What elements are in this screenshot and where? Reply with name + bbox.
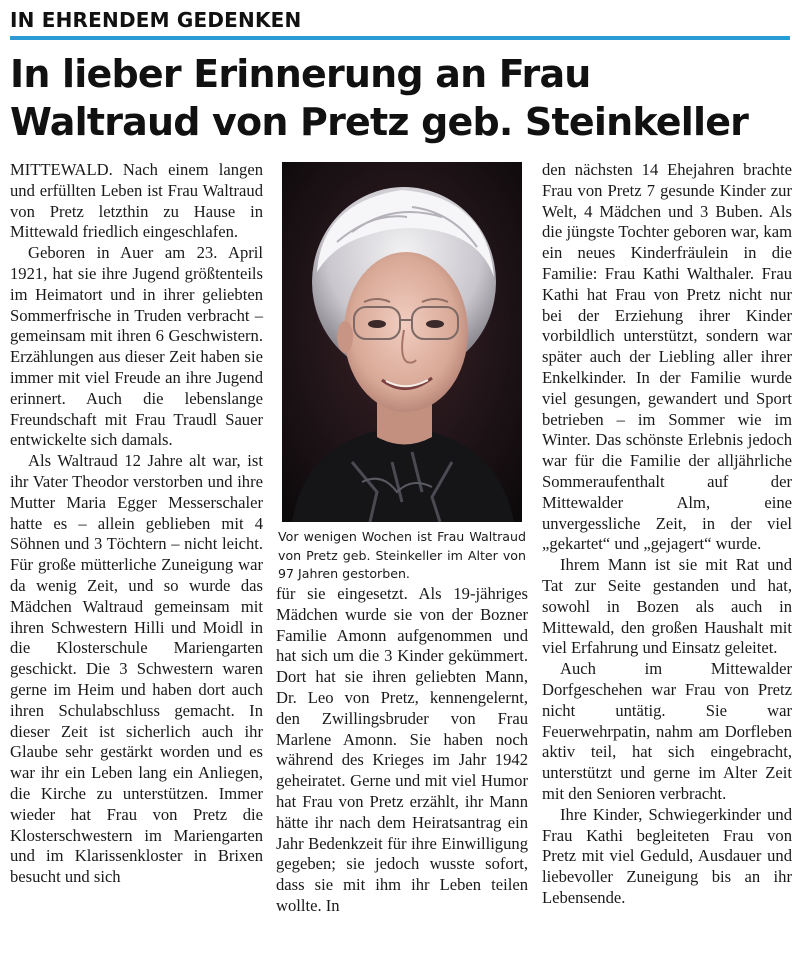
photo-caption: Vor wenigen Wochen ist Frau Waltraud von Pretz geb. Steinkeller im Alter von 97 Jahren gestorben. — [278, 529, 526, 581]
paragraph: Geboren in Auer am 23. April 1921, hat sie ihre Jugend größtenteils im Heimatort und in ihrer geliebten Sommerfrische in Truden verbracht – gemeinsam mit ihren 6 Geschwistern. Erzählungen aus dieser Zeit haben sie immer mit viel Freude an ihre Jugend erinnert. Auch die lebenslange Freundschaft mit Frau Traudl Sauer entwickelte sich damals. — [10, 243, 263, 450]
paragraph: Ihrem Mann ist sie mit Rat und Tat zur Seite gestanden und hat, sowohl in Bozen als auch in Mittewald, den großen Haushalt mit viel Erfahrung und Einsatz geleitet. — [542, 555, 792, 658]
kicker-rule — [10, 36, 790, 40]
paragraph: Ihre Kinder, Schwiegerkinder und Frau Kathi begleiteten Frau von Pretz mit viel Geduld, Ausdauer und liebevoller Zuneigung bis an ihr Lebensende. — [542, 804, 792, 907]
paragraph: Als Waltraud 12 Jahre alt war, ist ihr Vater Theodor verstorben und ihre Mutter Maria Egger Messerschaler hatte es – allein geblieben mit 4 Söhnen und 3 Töchtern – nicht leicht. Für große mütterliche Zuneigung war da wenig Zeit, und so wurde das Mädchen Waltraud gemeinsam mit ihren Schwestern Hilli und Moidl in die Klosterschule Mariengarten geschickt. Die 3 Schwestern waren gerne im Heim und haben dort auch ihren Schulabschluss gemacht. In dieser Zeit ist sicherlich auch ihr Glaube sehr gestärkt worden und es war ihr ein Leben lang ein Anliegen, die Kirche zu unterstützen. Immer wieder hat Frau von Pretz die Klosterschwestern im Mariengarten und im Klarissenkloster in Brixen besucht und sich — [10, 451, 263, 887]
article-column-3 — [542, 160, 792, 909]
headline-line-1: In lieber Erinnerung an Frau — [10, 52, 591, 96]
article-headline — [10, 50, 790, 146]
paragraph: MITTEWALD. Nach einem langen und erfüllten Leben ist Frau Waltraud von Pretz letzthin zu Hause in Mittewald friedlich eingeschlafen. — [10, 160, 263, 242]
article-column-1 — [10, 160, 263, 888]
headline-line-2: Waltraud von Pretz geb. Steinkeller — [10, 100, 749, 144]
paragraph: Auch im Mittewalder Dorfgeschehen war Frau von Pretz nicht untätig. Sie war Feuerwehrpatin, nahm am Dorfleben aktiv teil, hat sich eingebracht, unterstützt und gerne im Alter Zeit mit den Senioren verbracht. — [542, 659, 792, 803]
article-column-2 — [276, 584, 528, 917]
portrait-photo — [282, 162, 522, 522]
paragraph: für sie eingesetzt. Als 19-jähriges Mädchen wurde sie von der Bozner Familie Amonn aufgenommen und hat sich um die 3 Kinder gekümmert. Dort hat sie ihren geliebten Mann, Dr. Leo von Pretz, kennengelernt, den Zwillingsbruder von Frau Marlene Amonn. Sie haben noch während des Krieges im Jahr 1942 geheiratet. Gerne und mit viel Humor hat Frau von Pretz erzählt, ihr Mann hätte ihr nach dem Heiratsantrag ein Jahr Bedenkzeit für ihre Einwilligung gegeben; sie jedoch wusste sofort, dass sie mit ihm ihr Leben teilen wollte. In — [276, 584, 528, 915]
section-kicker: IN EHRENDEM GEDENKEN — [10, 8, 302, 32]
paragraph: den nächsten 14 Ehejahren brachte Frau von Pretz 7 gesunde Kinder zur Welt, 4 Mädchen und 3 Buben. Als die jüngste Tochter geboren war, kam ein neues Kinderfräulein in die Familie: Frau Kathi Walthaler. Frau Kathi hat Frau von Pretz nicht nur bei der Erziehung ihrer Kinder vorbildlich unterstützt, sondern war später auch der Liebling aller ihrer Enkelkinder. In der Familie wurde viel gesungen, gewandert und Sport betrieben – im Sommer wie im Winter. Das schönste Erlebnis jedoch war für die Familie der alljährliche Sommeraufenthalt auf der Mittewalder Alm, eine unvergessliche Zeit, in der viel „gekartet“ und „gejagert“ wurde. — [542, 160, 792, 554]
portrait-illustration — [282, 162, 522, 522]
